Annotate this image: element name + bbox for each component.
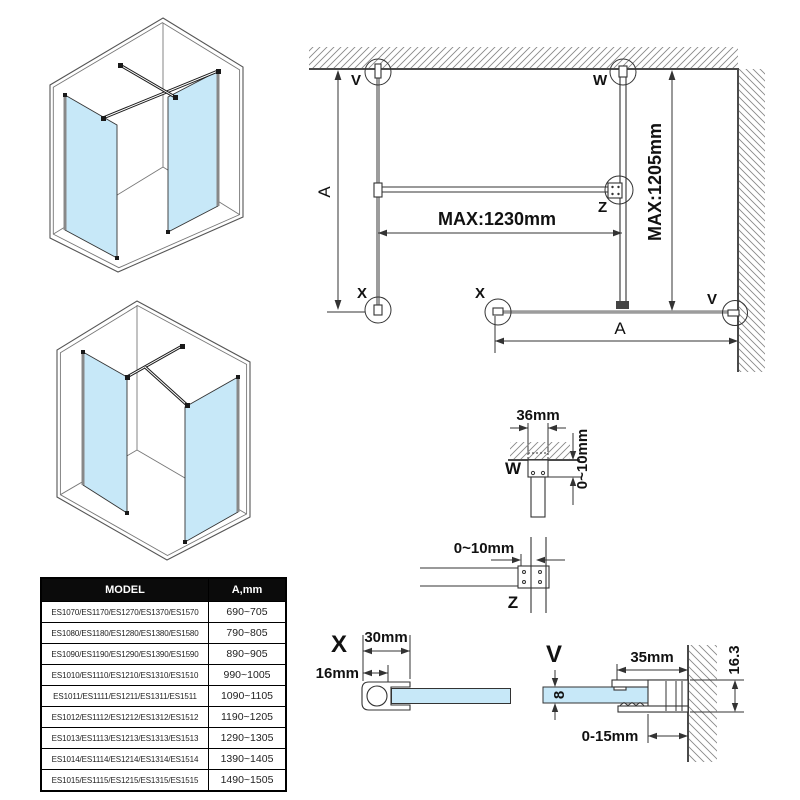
wall-hatch <box>510 442 570 460</box>
dim-a-left <box>315 70 368 312</box>
plan-view <box>305 20 800 390</box>
dim-x-width-text: 30mm <box>364 629 408 646</box>
table-row <box>41 686 286 707</box>
glass-panel-left <box>65 95 117 258</box>
dim-z-gap-text: 0~10mm <box>453 540 515 557</box>
fitting-v-top <box>375 64 381 78</box>
dim-v-glass-text: 8 <box>551 690 568 700</box>
model-cell: ES1015/ES1115/ES1215/ES1315/ES1515 <box>41 770 209 792</box>
model-cell: ES1013/ES1113/ES1213/ES1313/ES1513 <box>41 728 209 749</box>
dim-max-width <box>378 209 622 236</box>
dim-v-height-text: 16.3 <box>726 645 743 675</box>
dim-v-adjust-text: 0-15mm <box>581 728 639 745</box>
plan-label-z: Z <box>598 199 608 216</box>
glass-panel-left <box>83 352 127 513</box>
model-cell: ES1070/ES1170/ES1270/ES1370/ES1570 <box>41 602 209 623</box>
dim-max-height-text: MAX:1205mm <box>645 122 665 242</box>
glass-panel-section <box>392 689 511 704</box>
a-mm-cell: 1390~1405 <box>209 749 287 770</box>
dim-max-width-text: MAX:1230mm <box>437 209 557 229</box>
detail-z <box>415 530 580 620</box>
a-mm-cell: 690~705 <box>209 602 287 623</box>
bar-glass-clamp <box>518 566 549 588</box>
dim-v-width-text: 35mm <box>630 649 674 666</box>
model-table-body <box>41 602 286 792</box>
model-cell: ES1010/ES1110/ES1210/ES1310/ES1510 <box>41 665 209 686</box>
table-row <box>41 728 286 749</box>
a-mm-cell: 1290~1305 <box>209 728 287 749</box>
glass-foot <box>616 301 629 309</box>
table-header-row <box>41 578 286 602</box>
spring-clip <box>620 703 644 706</box>
wall-hatch <box>689 645 717 762</box>
plan-label-w: W <box>593 72 608 89</box>
fitting-v-right <box>728 310 739 316</box>
fitting-x-left <box>374 305 382 315</box>
glass-panel-right <box>185 377 238 542</box>
table-row <box>41 770 286 792</box>
a-mm-cell: 890~905 <box>209 644 287 665</box>
plan-label-v-right: V <box>707 291 718 308</box>
a-mm-cell: 1090~1105 <box>209 686 287 707</box>
a-mm-cell: 1490~1505 <box>209 770 287 792</box>
plan-label-v-top: V <box>351 72 362 89</box>
fitting-w <box>619 66 627 77</box>
detail-w-label: W <box>504 459 522 478</box>
bar-wall-clamp <box>374 183 382 197</box>
model-cell: ES1080/ES1180/ES1280/ES1380/ES1580 <box>41 623 209 644</box>
table-header-model: MODEL <box>41 578 209 602</box>
dim-v-width <box>617 649 688 680</box>
dim-a-left-text: A <box>315 186 334 198</box>
fitting-x-bottom <box>493 308 503 315</box>
glass-edge <box>531 477 545 517</box>
table-row <box>41 644 286 665</box>
table-row <box>41 749 286 770</box>
model-cell: ES1090/ES1190/ES1290/ES1390/ES1590 <box>41 644 209 665</box>
detail-x <box>305 625 515 725</box>
bar-glass-clamp <box>608 183 622 198</box>
ceiling-bracket <box>528 460 548 477</box>
model-cell: ES1014/ES1114/ES1214/ES1314/ES1514 <box>41 749 209 770</box>
table-row <box>41 602 286 623</box>
model-cell: ES1012/ES1112/ES1212/ES1312/ES1512 <box>41 707 209 728</box>
detail-z-label: Z <box>507 593 519 612</box>
a-mm-cell: 990~1005 <box>209 665 287 686</box>
dim-w-gap <box>548 429 591 505</box>
dim-v-glass <box>551 670 568 720</box>
isometric-view-top <box>40 10 255 280</box>
plan-label-x-left: X <box>357 285 368 302</box>
model-table <box>40 577 287 792</box>
dim-a-bottom-text: A <box>614 319 626 338</box>
dim-a-bottom <box>495 316 738 353</box>
detail-v <box>520 610 800 770</box>
dim-v-adjust <box>582 714 688 745</box>
dim-x-inner-text: 16mm <box>315 665 359 682</box>
support-bars <box>127 346 187 405</box>
wall-top-hatch <box>309 47 738 68</box>
table-row <box>41 665 286 686</box>
detail-x-label: X <box>330 631 348 658</box>
table-row <box>41 623 286 644</box>
dim-w-width-text: 36mm <box>516 407 560 424</box>
dim-w-gap-text: 0~10mm <box>574 428 591 490</box>
a-mm-cell: 790~805 <box>209 623 287 644</box>
detail-v-label: V <box>545 641 563 668</box>
table-row <box>41 707 286 728</box>
isometric-view-bottom <box>30 295 270 575</box>
profile-tube <box>367 686 387 706</box>
a-mm-cell: 1190~1205 <box>209 707 287 728</box>
plan-label-x-bottom: X <box>475 285 486 302</box>
wall-right-hatch <box>739 69 765 372</box>
dim-max-height <box>645 70 675 311</box>
detail-w <box>480 395 610 530</box>
table-header-amm: A,mm <box>209 578 287 602</box>
model-cell: ES1011/ES1111/ES1211/ES1311/ES1511 <box>41 686 209 707</box>
